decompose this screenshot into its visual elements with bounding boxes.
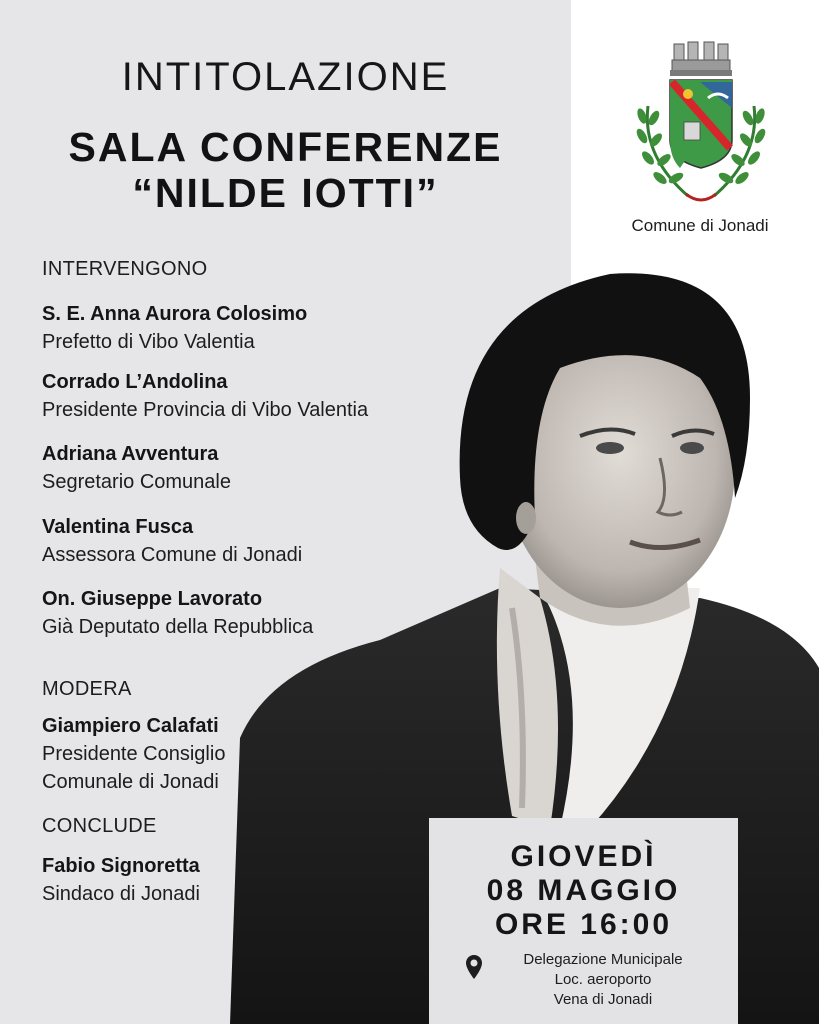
moderator-role-line-2: Comunale di Jonadi <box>42 771 219 793</box>
pretitle: INTITOLAZIONE <box>121 55 450 99</box>
location-pin-icon <box>465 954 483 980</box>
title-line-2: “NILDE IOTTI” <box>132 170 439 216</box>
speaker-item <box>42 368 482 424</box>
closing-speaker-item <box>42 852 482 908</box>
location-line-2: Loc. aeroporto <box>554 971 652 988</box>
event-time: ORE 16:00 <box>494 908 673 941</box>
title-line-1: SALA CONFERENZE <box>68 124 503 170</box>
closing-speaker-role: Sindaco di Jonadi <box>42 883 200 905</box>
speaker-role: Assessora Comune di Jonadi <box>42 544 303 566</box>
speaker-name: Adriana Avventura <box>42 443 219 465</box>
speaker-name: Corrado L’Andolina <box>42 371 228 393</box>
event-info-box <box>429 818 738 1024</box>
speaker-item <box>42 585 482 641</box>
speaker-role: Segretario Comunale <box>42 471 231 493</box>
moderator-name: Giampiero Calafati <box>42 715 219 737</box>
modera-label: MODERA <box>42 678 132 700</box>
moderator-role-line-1: Presidente Consiglio <box>42 743 226 765</box>
speaker-role: Prefetto di Vibo Valentia <box>42 331 255 353</box>
speaker-name: On. Giuseppe Lavorato <box>42 588 263 610</box>
moderator-item <box>42 712 482 796</box>
event-date: 08 MAGGIO <box>486 874 681 907</box>
speaker-name: Valentina Fusca <box>42 516 194 538</box>
speaker-item <box>42 300 482 356</box>
closing-speaker-name: Fabio Signoretta <box>42 855 200 877</box>
speaker-item <box>42 440 482 496</box>
comune-crest-icon <box>628 36 774 212</box>
location-line-1: Delegazione Municipale <box>523 951 683 968</box>
event-day: GIOVEDÌ <box>510 840 657 873</box>
speaker-item <box>42 513 482 569</box>
conclude-label: CONCLUDE <box>42 815 157 837</box>
speaker-name: S. E. Anna Aurora Colosimo <box>42 303 308 325</box>
intervengono-label: INTERVENGONO <box>42 258 208 280</box>
location-line-3: Vena di Jonadi <box>553 991 653 1008</box>
speaker-role: Presidente Provincia di Vibo Valentia <box>42 399 369 421</box>
comune-caption: Comune di Jonadi <box>631 216 769 235</box>
speaker-role: Già Deputato della Repubblica <box>42 616 314 638</box>
